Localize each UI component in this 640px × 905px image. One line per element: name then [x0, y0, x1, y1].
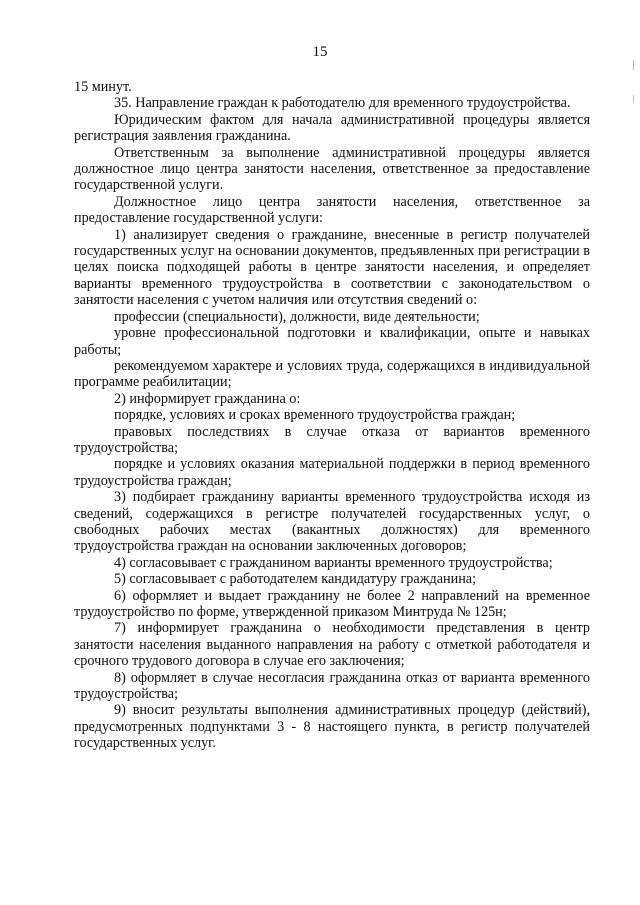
paragraph: Юридическим фактом для начала административной процедуры является регистрация заявления гражданина. — [74, 111, 590, 145]
paragraph: 3) подбирает гражданину варианты временного трудоустройства исходя из сведений, содержащихся в регистре получателей государственных услуг, о свободных рабочих местах (вакантных должностях) для временного трудоустройства граждан на основании заключенных договоров; — [74, 489, 590, 555]
paragraph: 8) оформляет в случае несогласия гражданина отказ от варианта временного трудоустройства; — [74, 669, 590, 703]
paragraph: Должностное лицо центра занятости населения, ответственное за предоставление государственной услуги: — [74, 193, 590, 227]
paragraph: уровне профессиональной подготовки и квалификации, опыте и навыках работы; — [74, 325, 590, 358]
page-number: 15 — [312, 44, 328, 60]
paragraph: 35. Направление граждан к работодателю для временного трудоустройства. — [114, 95, 571, 112]
scan-edge-mark — [633, 95, 634, 103]
paragraph: 6) оформляет и выдает гражданину не более 2 направлений на временное трудоустройство по форме, утвержденной приказом Минтруда № 125н; — [74, 587, 590, 620]
paragraph: правовых последствиях в случае отказа от вариантов временного трудоустройства; — [74, 423, 590, 456]
paragraph: 1) анализирует сведения о гражданине, внесенные в регистр получателей государственных услуг на основании документов, предъявленных при регистрации в целях поиска подходящей работы в центре занятости населения, и определяет варианты временного трудоустройства в соответствии с законодательством о занятости населения с учетом наличия или отсутствия сведений о: — [74, 226, 590, 309]
paragraph: 2) информирует гражданина о: — [114, 390, 301, 407]
paragraph: Ответственным за выполнение административной процедуры является должностное лицо центра занятости населения, ответственное за предоставление государственной услуги. — [74, 144, 590, 194]
paragraph: 15 минут. — [74, 79, 132, 95]
paragraph: порядке и условиях оказания материальной поддержки в период временного трудоустройства граждан; — [74, 456, 590, 489]
document-body — [74, 79, 590, 752]
paragraph: профессии (специальности), должности, виде деятельности; — [114, 308, 480, 325]
paragraph: 7) информирует гражданина о необходимости представления в центр занятости населения выданного направления на работу с отметкой работодателя и срочного трудового договора в случае его заключения; — [74, 620, 590, 670]
paragraph: порядке, условиях и сроках временного трудоустройства граждан; — [114, 407, 516, 424]
scan-edge-mark — [633, 60, 634, 70]
paragraph: 4) согласовывает с гражданином варианты временного трудоустройства; — [114, 554, 553, 571]
paragraph: 5) согласовывает с работодателем кандидатуру гражданина; — [114, 571, 477, 588]
paragraph: рекомендуемом характере и условиях труда, содержащихся в индивидуальной программе реабилитации; — [74, 357, 590, 391]
paragraph: 9) вносит результаты выполнения административных процедур (действий), предусмотренных подпунктами 3 - 8 настоящего пункта, в регистр получателей государственных услуг. — [74, 702, 590, 752]
